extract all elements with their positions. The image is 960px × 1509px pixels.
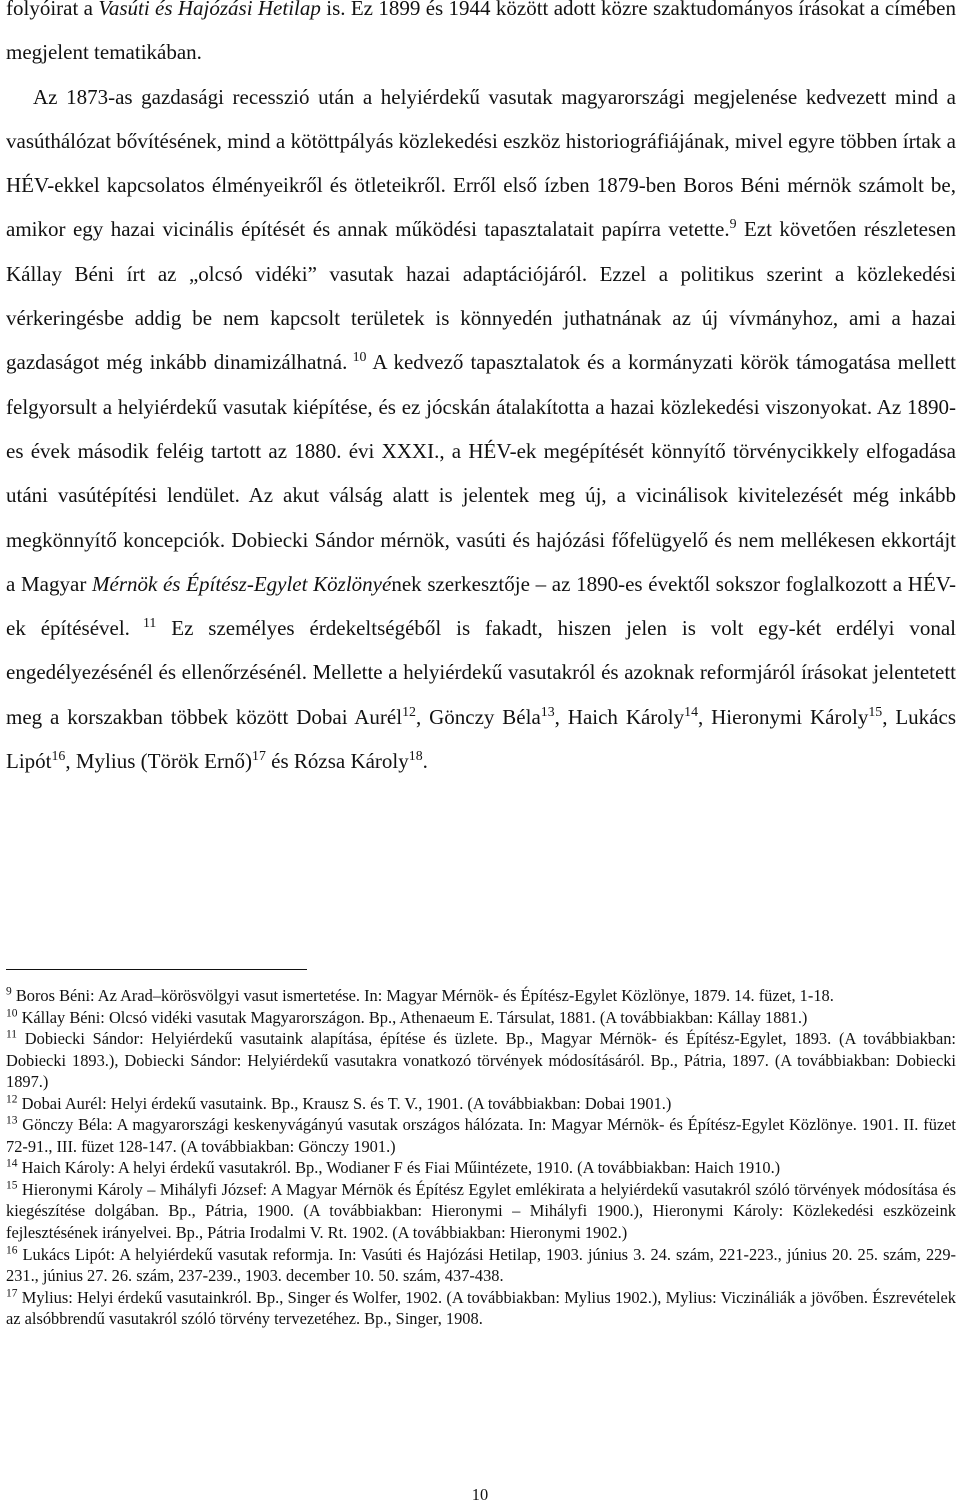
footnote-text: Boros Béni: Az Arad–körösvölgyi vasut ismertetése. In: Magyar Mérnök- és Építész-Egylet Közlönye, 1879. 14. füzet, 1-18. <box>11 986 834 1005</box>
journal-title: Vasúti és Hajózási Hetilap <box>98 0 321 20</box>
footnote-text: Gönczy Béla: A magyarországi keskenyvágányú vasutak országos hálózata. In: Magyar Mérnök- és Építész-Egylet Közlönye. 1901. II. füzet 72-91., III. füzet 128-147. (A továbbiakban: Gönczy 1901.) <box>6 1115 956 1156</box>
journal-title: Mérnök és Építész-Egylet Közlönyé <box>92 571 392 596</box>
footnote-text: Lukács Lipót: A helyiérdekű vasutak reformja. In: Vasúti és Hajózási Hetilap, 1903. június 3. 24. szám, 221-223., június 20. 25. szám, 229-231., június 27. 26. szám, 237-239., 1903. december 10. 50. szám, 437-438. <box>6 1244 956 1286</box>
text-run: is. Ez 1899 és 1944 között adott közre szaktudományos írásokat a címében megjelent tematikában. <box>6 0 956 65</box>
footnote-text: Hieronymi Károly – Mihályfi József: A Magyar Mérnök és Építész Egylet emlékirata a helyiérdekű vasutakról szóló törvények módosítása és kiegészítése dolgában. Bp., Pátria, 1900. (A továbbiakban: Hieronymi – Mihályfi 1900.), Hieronymi Károly: Közlekedési eszközeink fejlesztésének irányelvei. Bp., Pátria Irodalmi V. Rt. 1902. (A továbbiakban: Hieronymi 1902.) <box>6 1179 956 1243</box>
footnote-ref[interactable]: 16 <box>51 748 66 764</box>
footnote-13 <box>6 1114 956 1157</box>
footnote-number: 16 <box>6 1244 18 1257</box>
text-run: Ezt követően részletesen Kállay Béni írt az „olcsó vidéki” vasutak hazai adaptációjáról. Ezzel a politikus szerint a közlekedési vérkeringésbe addig be nem kapcsolt területek is könnyedén juthatnának az új vívmányhoz, ami a hazai gazdaságot még inkább dinamizálhatná. <box>6 217 956 375</box>
footnote-number: 12 <box>6 1093 18 1106</box>
footnote-ref[interactable]: 12 <box>402 703 416 719</box>
footnote-text: Dobai Aurél: Helyi érdekű vasutaink. Bp., Krausz S. és T. V., 1901. (A továbbiakban: Dobai 1901.) <box>17 1093 672 1113</box>
footnote-text: Mylius: Helyi érdekű vasutainkról. Bp., Singer és Wolfer, 1902. (A továbbiakban: Mylius 1902.), Mylius: Viczináliák a jövőben. Észrevételek az alsóbbrendű vasutakról szóló törvény tervezetéhez. Bp., Singer, 1908. <box>6 1287 956 1329</box>
footnote-10 <box>6 1007 956 1029</box>
text-run: A kedvező tapasztalatok és a kormányzati körök támogatása mellett felgyorsult a helyiérdekű vasutak kiépítése, és ez jócskán átalakította a hazai közlekedési viszonyokat. Az 1890-es évek második feléig tartott az 1880. évi XXXI., a HÉV-ek megépítését könnyítő törvénycikkely elfogadása utáni vasútépítési lendület. Az akut válság alatt is jelentek meg új, a vicinálisok kivitelezését még inkább megkönnyítő koncepciók. Dobiecki Sándor mérnök, vasúti és hajózási főfelügyelő és nem mellékesen ekkortájt a Magyar <box>6 350 956 596</box>
footnote-ref[interactable]: 9 <box>729 216 737 232</box>
footnote-number: 17 <box>6 1287 18 1300</box>
text-run: Ez személyes érdekeltségéből is fakadt, hiszen jelen is volt egy-két erdélyi vonal engedélyezésénél és ellenőrzésénél. Mellette a helyiérdekű vasutakról és azoknak reformjáról írásokat jelentetett meg a korszakban többek között Dobai Aurél <box>6 616 957 729</box>
footnote-text: Kállay Béni: Olcsó vidéki vasutak Magyarországon. Bp., Athenaeum E. Társulat, 1881. (A továbbiakban: Kállay 1881.) <box>17 1007 808 1027</box>
text-run: , Lukács Lipót <box>6 704 956 774</box>
footnote-17 <box>6 1287 956 1330</box>
text-run: , Haich Károly <box>554 704 685 729</box>
text-run: nek szerkesztője – az 1890-es évektől sokszor foglalkozott a HÉV-ek építésével. <box>6 571 957 641</box>
footnote-number: 9 <box>6 985 12 998</box>
footnote-number: 10 <box>6 1007 18 1020</box>
footnote-number: 11 <box>6 1028 18 1041</box>
text-run: , Gönczy Béla <box>415 704 541 729</box>
text-run: . <box>422 749 428 774</box>
page-number: 10 <box>471 1485 489 1504</box>
footnote-number: 15 <box>6 1179 18 1192</box>
footnote-ref[interactable]: 17 <box>252 748 266 764</box>
footnote-9 <box>6 985 956 1007</box>
footnote-number: 14 <box>6 1157 18 1170</box>
footnote-ref[interactable]: 14 <box>684 703 698 719</box>
footnote-12 <box>6 1093 956 1115</box>
body-text <box>6 0 956 783</box>
text-run: , Hieronymi Károly <box>698 704 869 729</box>
footnote-separator <box>6 969 307 970</box>
footnotes <box>6 985 956 1330</box>
footnote-14 <box>6 1157 956 1179</box>
footnote-ref[interactable]: 18 <box>408 748 423 764</box>
footnote-text: Haich Károly: A helyi érdekű vasutakról. Bp., Wodianer F és Fiai Műintézete, 1910. (A továbbiakban: Haich 1910.) <box>17 1158 781 1178</box>
text-run: és Rózsa Károly <box>265 749 409 774</box>
footnote-16 <box>6 1244 956 1287</box>
footnote-ref[interactable]: 13 <box>540 703 555 719</box>
paragraph-2 <box>6 75 956 784</box>
footnote-15 <box>6 1179 956 1244</box>
paragraph-1 <box>6 0 956 75</box>
footnote-ref[interactable]: 10 <box>347 349 367 365</box>
text-run: Az 1873-as gazdasági recesszió után a helyiérdekű vasutak magyarországi megjelenése kedvezett mind a vasúthálózat bővítésének, mind a kötöttpályás közlekedési eszköz historiográfiájának, mivel egyre többen írtak a HÉV-ekkel kapcsolatos élményeikről és ötleteikről. Erről első ízben 1879-ben Boros Béni mérnök számolt be, amikor egy hazai vicinális építését és annak működési tapasztalatait papírra vetette. <box>6 84 956 242</box>
footnote-ref[interactable]: 11 <box>129 615 157 631</box>
footnote-11 <box>6 1028 956 1093</box>
footnote-ref[interactable]: 15 <box>868 703 883 719</box>
footnote-text: Dobiecki Sándor: Helyiérdekű vasutaink alapítása, építése és üzlete. Bp., Magyar Mérnök- és Építész-Egylet, 1893. (A továbbiakban: Dobiecki 1893.), Dobiecki Sándor: Helyiérdekű vasutakra vonatkozó törvények módosításáról. Bp., Pátria, 1897. (A továbbiakban: Dobiecki 1897.) <box>6 1029 956 1092</box>
footnote-number: 13 <box>6 1114 18 1127</box>
text-run: , Mylius (Török Ernő) <box>65 749 253 774</box>
text-run: folyóirat a <box>6 0 99 20</box>
